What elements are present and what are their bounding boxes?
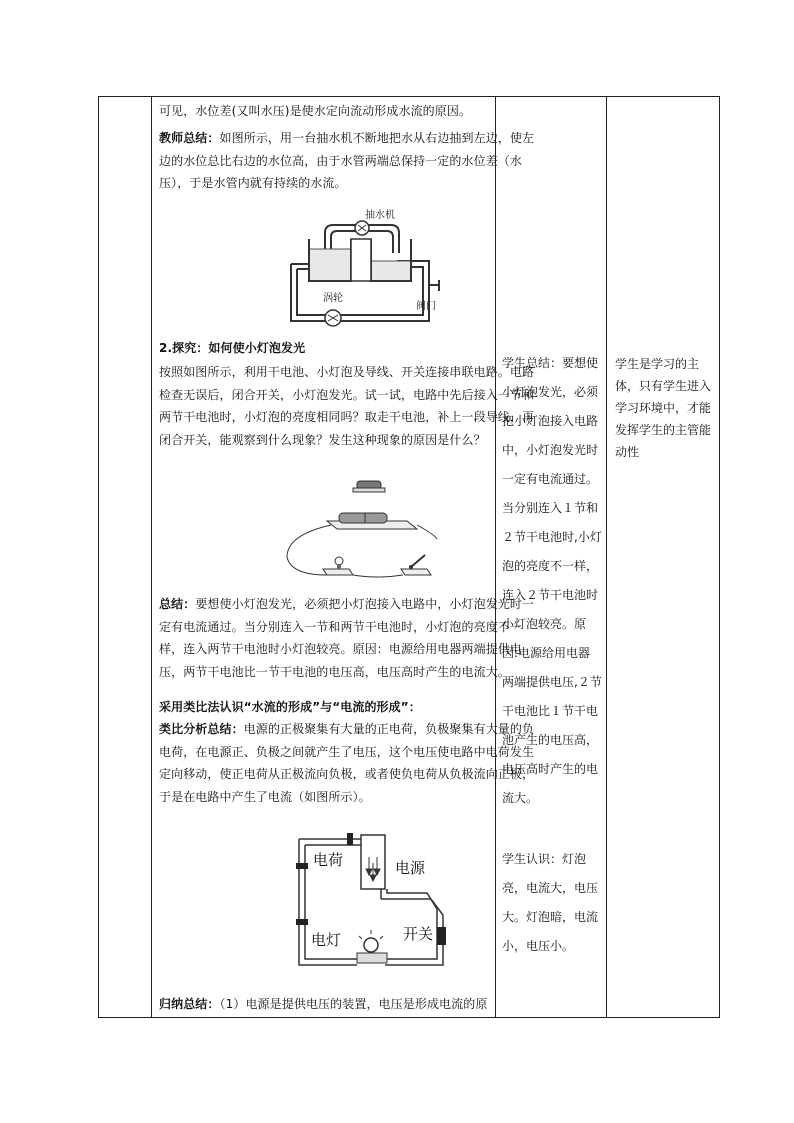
teaching-content-column (151, 97, 547, 1017)
teacher-summary-text: 如图所示，用一台抽水机不断地把水从右边抽到左边，使左边的水位总比右边的水位高，由于水管两端总保持一定的水位差（水压），于是水管内就有持续的水流。 (159, 131, 535, 190)
section-2-text (159, 361, 545, 451)
lamp-icon (364, 938, 378, 952)
switch-icon (411, 555, 425, 567)
water-pump-figure (279, 209, 449, 331)
charge-label: 电荷 (313, 851, 344, 869)
turbine-label: 涡轮 (323, 293, 343, 304)
bulb-icon (335, 557, 343, 565)
section-2-title (159, 337, 545, 360)
student-activity-column (496, 97, 606, 1017)
valve-label: 阀门 (416, 301, 436, 312)
summary-text: 要想使小灯泡发光，必须把小灯泡接入电路中，小灯泡发光时一定有电流通过。当分别连入一节和两节干电池时，小灯泡的亮度不一样，连入两节干电池时小灯泡较亮。原因：电源给用电器两端提供电压，两节干电池比一节干电池的电压高，电压高时产生的电流大。 (159, 597, 535, 679)
teacher-summary (159, 127, 545, 195)
analogy-summary-text: 电源的正极聚集有大量的正电荷，负极聚集有大量的负电荷，在电源正、负极之间就产生了电压，这个电压使电路中电荷发生定向移动，使正电荷从正极流向负极，或者使负电荷从负极流向正极，于是在电路中产生了电流（如图所示）。 (159, 722, 535, 804)
summary-label: 总结： (159, 597, 196, 611)
pump-label: 抽水机 (365, 210, 395, 221)
design-intent-column (607, 97, 719, 1017)
design-intent-text: 学生是学习的主体，只有学生进入学习环境中，才能发挥学生的主管能动性 (615, 357, 712, 459)
electric-circuit-figure (291, 833, 451, 973)
induction-summary-label: 归纳总结： (159, 997, 220, 1011)
circuit-apparatus-figure (277, 475, 467, 587)
lamp-label: 电灯 (311, 931, 342, 949)
teacher-summary-label: 教师总结： (159, 131, 220, 145)
section-2-body: 按照如图所示，利用干电池、小灯泡及导线、开关连接串联电路。电路检查无误后，闭合开关，小灯泡发光。试一试，电路中先后接入一节和两节干电池时，小灯泡的亮度相同吗？取走干电池，补上一段导线，再闭合开关，能观察到什么现象？发生这种现象的原因是什么？ (159, 365, 535, 447)
induction-summary (159, 993, 545, 1016)
paragraph-water-level (159, 100, 545, 123)
analogy-summary (159, 718, 545, 808)
analogy-title-text: 采用类比法认识“水流的形成”与“电流的形成”： (159, 700, 421, 714)
student-recognition: 学生认识：灯泡亮，电流大，电压大。灯泡暗，电流小，电压小。 (502, 852, 599, 953)
induction-summary-text: （1）电源是提供电压的装置，电压是形成电流的原 (219, 997, 488, 1011)
switch-label: 开关 (403, 925, 434, 943)
section-2-title-text: 2.探究：如何使小灯泡发光 (159, 341, 306, 355)
summary (159, 593, 545, 683)
student-summary: 学生总结：要想使小灯泡发光，必须把小灯泡接入电路中，小灯泡发光时一定有电流通过。当分别连入１节和２节干电池时,小灯泡的亮度不一样，连入２节干电池时小灯泡较亮。原因:电源给用电器两端提供电压,２节干电池比１节干电池产生的电压高，电压高时产生的电流大。 (502, 356, 602, 805)
source-label: 电源 (395, 859, 426, 877)
battery-icon (339, 513, 387, 523)
lesson-table (98, 96, 720, 1018)
analogy-title (159, 696, 545, 719)
water-level-text: 可见，水位差(又叫水压)是使水定向流动形成水流的原因。 (159, 104, 472, 118)
analogy-summary-label: 类比分析总结： (159, 722, 244, 736)
